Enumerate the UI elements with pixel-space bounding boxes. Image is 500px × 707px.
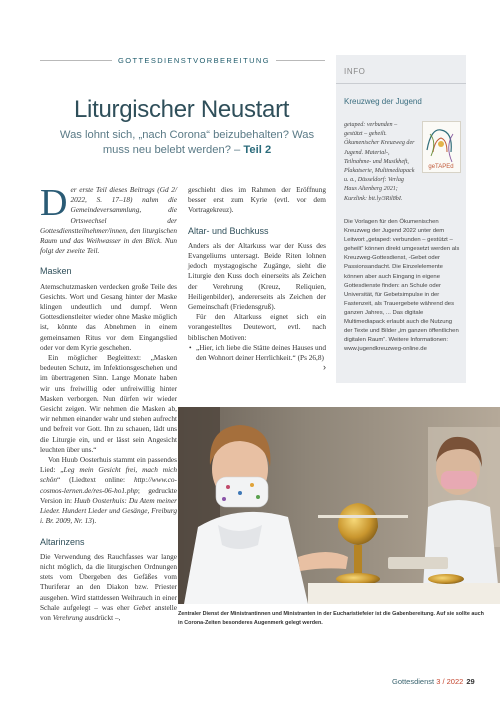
heading-altar-buchkuss: Altar- und Buchkuss (188, 225, 269, 236)
link[interactable]: http://www.co-cosmos-lernen.de/res-06-ho1.php (40, 475, 177, 495)
text: Die Verwendung des Rauchfasses war lange nicht möglich, da die liturgischen Ordnungen stets vom Übergeben des Gefäßes vom Thuriferar an den Diakon bzw. Priester ausgehen. Wird stattdessen Weihrauch in einer Schale aufgelegt – was eher (40, 551, 177, 612)
section-kicker: GOTTESDIENSTVORBEREITUNG (112, 56, 276, 65)
paragraph: Für den Altarkuss eignet sich ein vorangestelltes Deutewort, evtl. nach biblischen Motiven: (188, 312, 326, 342)
text: “ (Liedtext online: (57, 475, 134, 485)
heading-altarinzens: Altarinzens (40, 536, 85, 547)
article-title: Liturgischer Neustart (74, 96, 290, 123)
continue-arrow-icon: › (323, 362, 326, 373)
dropcap: D (40, 182, 68, 224)
sidebar-text: Die Vorlagen für den Ökumenischen Kreuzweg der Jugend 2022 unter dem Leitwort „getaped: verbunden – gestützt – geheilt“ können direkt umgesetzt werden als Kreuzweg-Gottesdienst, -Gebet oder Passionsandacht. Die Einzelelemente können aber auch Eingang in eigene Gottesdienste finden: an Schule oder Universität, für Gebetsimpulse in der Fastenzeit, als Trauergebete während des ganzen Jahres, ... Das digitale Multimediapack erlaubt auch die Nutzung der Texte und Bilder „im ganzen öffentlichen digitalen Raum“. Weitere Informationen: www.jugendkreuzweg-online.de (344, 219, 460, 353)
heading-masken: Masken (40, 266, 72, 277)
text: ). (91, 516, 97, 526)
paragraph: geschieht dies im Rahmen der Eröffnung besser erst zum Kyrie (evtl. vor dem Vortragekreuz). (188, 185, 326, 215)
book-cover-image (422, 121, 461, 173)
altar-servers-photo (178, 407, 500, 604)
photo-caption: Zentraler Dienst der Ministrantinnen und Ministranten in der Eucharistiefeier ist die Gabenbereitung. Auf sie sollte auch in Corona-Zeiten besonderes Augenmerk gelegt werden. (178, 611, 484, 626)
citation: Huub Oosterhuis: Du Atem meiner Lieder. Hundert Lieder und Gesänge, Freiburg i. Br. 2009, Nr. 13 (40, 495, 177, 526)
info-label: INFO (344, 67, 366, 76)
paragraph: Anders als der Altarkuss war der Kuss des Evangeliums untersagt. Beide Riten lohnen jedoch mystagogische Zugänge, sieht die Liturgie den Kuss doch einerseits als Zeichen der Verehrung (Kreuz, Reliquien, Heiligenbilder), andererseits als Zeichen der Gemeinschaft (Friedensgruß). (188, 240, 326, 312)
text: anstelle von (40, 602, 177, 622)
emphasis: Verehrung (52, 612, 83, 622)
book-cover-illustration (423, 122, 460, 172)
paragraph: Atemschutzmasken verdecken große Teile des Gesichts. Wort und Gesang hinter der Maske klingen undeutlich und dumpf. Wenn Gottesdienstleiter wieder ohne Maske möglich ist, könnte das Abnehmen in einem gemeinsamen Ritus vor dem Eingangslied oder vor dem Kyrie geschehen. (40, 281, 177, 352)
subtitle-part: Teil 2 (243, 143, 272, 156)
lead-text: er erste Teil dieses Beitrags (Gd 2/ 2022, S. 17–18) nahm die Gemeindeversammlung, die Ortswechsel der Gottesdienstteilnehmer/innen, den liturgischen Raum und das Weihwasser in den Blick. Nun folgt der zweite Teil. (40, 185, 177, 256)
article-column-1 (40, 182, 177, 623)
article-column-2 (188, 185, 326, 372)
bullet-icon: • (189, 342, 192, 352)
paragraph (40, 552, 177, 623)
paragraph (40, 455, 177, 526)
issue-number: 3 / 2022 (436, 677, 464, 686)
book-reference: getaped: verbunden – gestützt – geheilt. Ökumenischer Kreuzweg der Jugend. Material-, Teilnahme- und Musikheft, Plakatserie, Multimediapack u. a., Düsseldorf: Verlag Haus Altenberg 2021; Kurzlink: bit.ly/3Ril8bI. (344, 122, 415, 202)
text: ausdrückt –, (82, 612, 121, 622)
lead-paragraph (40, 182, 177, 256)
photo-illustration (178, 407, 500, 604)
text: ; gedruckte Version in: (40, 485, 177, 505)
paragraph: Ein möglicher Begleittext: „Masken bedeuten Schutz, im Infektionsgeschehen und im übertragenen Sinn. Lange Monate haben wir uns freiwillig oder unfreiwillig hinter Masken verborgen. Nun dürfen wir wieder Gesicht zeigen. Wir nehmen die Masken ab, wir nehmen einander wahr und stehen aufrecht und befreit vor Gott. Ihn zu schauen, lädt uns die Liturgie ein, und er lässt sein Angesicht leuchten über uns.“ (40, 353, 177, 454)
sidebar-divider (336, 83, 466, 84)
info-sidebar (336, 55, 466, 383)
bullet-text: „Hier, ich liebe die Stätte deines Hauses und den Wohnort deiner Herrlichkeit.“ (Ps 26,8) (196, 342, 326, 363)
text: Von Huub Oosterhuis stammt ein passendes Lied: „ (40, 455, 177, 475)
cover-title: geTAPEd (428, 164, 454, 170)
magazine-name: Gottesdienst (392, 677, 437, 686)
bullet-item (188, 342, 326, 373)
subtitle-main: Was lohnt sich, „nach Corona“ beizubehalten? Was muss neu belebt werden? – (59, 129, 315, 156)
song-title: Leg mein Gesicht frei, mach mich schön (40, 465, 177, 485)
page-footer (392, 677, 475, 686)
sidebar-title: Kreuzweg der Jugend (344, 97, 422, 106)
page-number: 29 (466, 677, 475, 686)
article-subtitle (48, 128, 326, 157)
emphasis: Gebet (133, 602, 151, 612)
